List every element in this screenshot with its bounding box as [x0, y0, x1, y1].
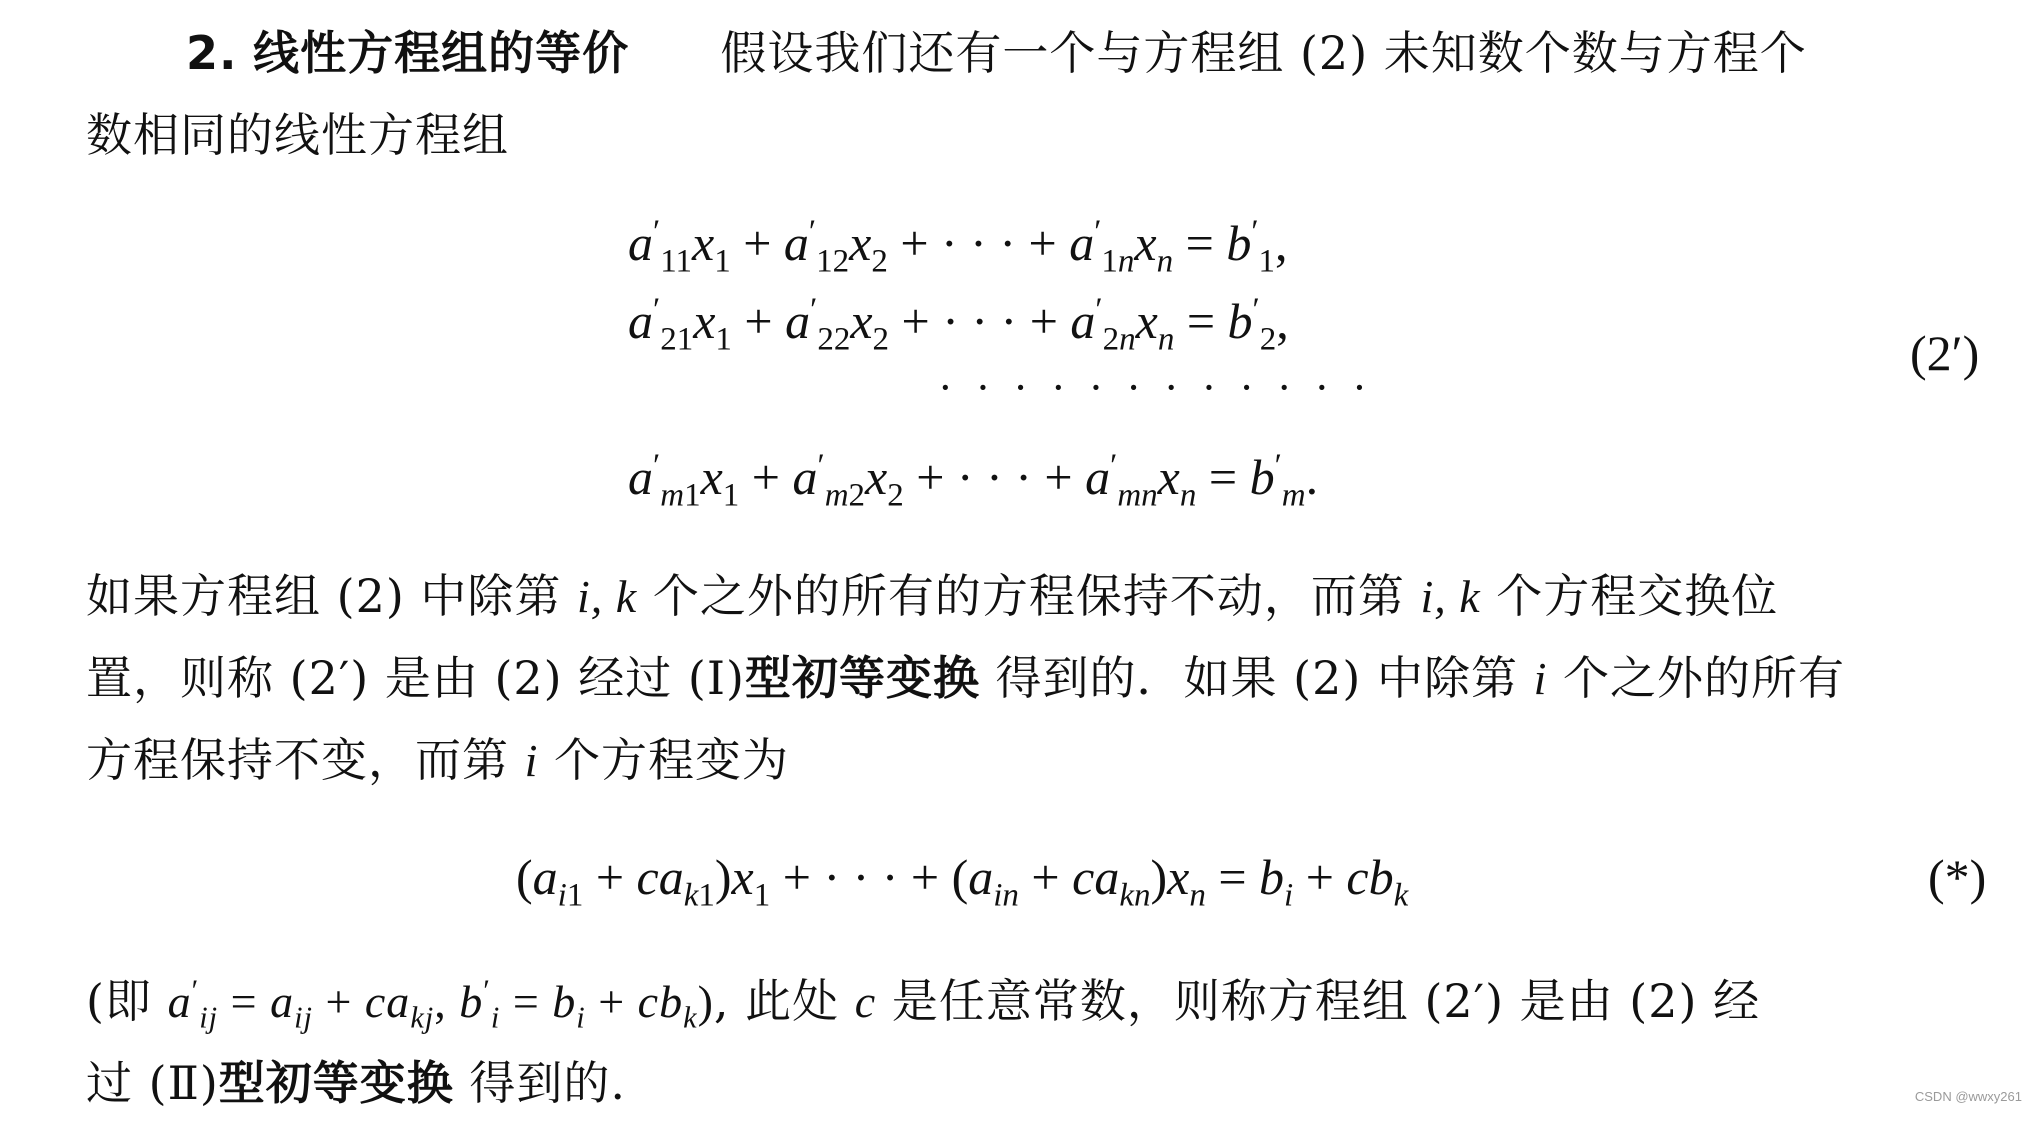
type-2-paragraph — [86, 960, 1986, 1124]
transform-paragraph — [86, 555, 1986, 801]
text-segment: 个之外的所有的方程保持不动，而第 — [637, 569, 1421, 623]
text-segment: (即 — [86, 974, 168, 1028]
system-ellipsis: · · · · · · · · · · · · — [938, 363, 1373, 412]
text-segment: , 此处 — [713, 974, 855, 1028]
star-tag: (*) — [1928, 849, 1987, 905]
system-equation-m: $a'_{m1}x_1 + a'_{m2}x_2$ + · · · + $a'_{mn}x_n = b'_m$. — [628, 447, 1319, 514]
text-segment: 个方程变为 — [538, 733, 790, 787]
intro-line-1 — [86, 12, 1986, 94]
transform-line-2 — [86, 637, 1986, 719]
text-segment: 个之外的所有 — [1547, 651, 1845, 705]
math-var: i — [524, 735, 539, 786]
math-var: c — [854, 976, 877, 1027]
text-segment: 得到的．如果 (2) 中除第 — [979, 651, 1534, 705]
math-var: i, k — [577, 571, 638, 622]
transform-line-3 — [86, 719, 1986, 801]
system-equation-1: $a'_{11}x_1 + a'_{12}x_2$ + · · · + $a'_{1n}x_n = b'_1$, — [628, 213, 1288, 280]
text-segment: 如果方程组 (2) 中除第 — [86, 569, 578, 623]
intro-line-2 — [86, 94, 1986, 176]
section-title: 线性方程组的等价 — [253, 26, 630, 80]
text-segment: 方程保持不变，而第 — [86, 733, 525, 787]
inline-formula: $a'_{ij} = a_{ij} + ca_{kj}$, $b'_i = b_i + cb_k$) — [167, 973, 714, 1035]
text-segment: 置，则称 (2′) 是由 (2) 经过 (I) — [86, 651, 745, 705]
text-segment: 个方程交换位 — [1480, 569, 1779, 623]
transform-line-1 — [86, 555, 1986, 637]
section-number: 2. — [186, 26, 238, 80]
math-var: i — [1533, 653, 1548, 704]
text-segment: 得到的. — [453, 1056, 627, 1110]
term-type-1-transform: 型初等变换 — [744, 651, 980, 705]
star-equation: $(a_{i1} + ca_{k1})x_1$ + · · · + $(a_{in} + ca_{kn})x_n = b_i + cb_k$ — [516, 849, 1409, 914]
text-segment: 是任意常数，则称方程组 (2′) 是由 (2) 经 — [876, 974, 1761, 1028]
term-type-2-transform: 型初等变换 — [218, 1056, 454, 1110]
watermark: CSDN @wwxy261 — [1914, 1089, 2022, 1104]
math-var: i, k — [1420, 571, 1481, 622]
system-equation-2: $a'_{21}x_1 + a'_{22}x_2$ + · · · + $a'_{2n}x_n = b'_2$, — [628, 291, 1289, 358]
text-segment: 过 (Ⅱ) — [86, 1056, 219, 1110]
type-2-line-1 — [86, 960, 1986, 1042]
type-2-line-2 — [86, 1042, 1986, 1124]
intro-text-2: 数相同的线性方程组 — [86, 108, 509, 162]
intro-text-1: 假设我们还有一个与方程组 (2) 未知数个数与方程个 — [720, 26, 1807, 80]
system-tag: (2′) — [1910, 325, 1980, 381]
intro-paragraph — [86, 12, 1986, 176]
